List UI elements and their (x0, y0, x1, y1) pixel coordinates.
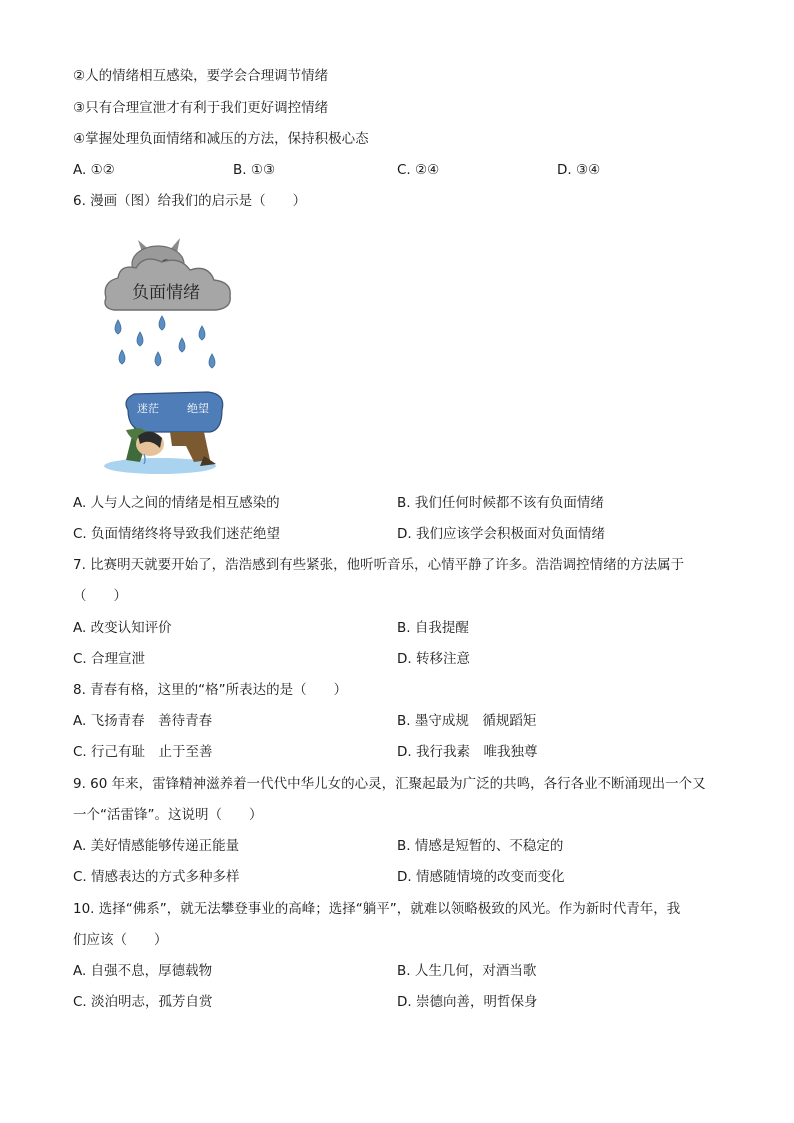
bag-label-1: 迷茫 (137, 402, 159, 415)
q10-stem-line2: 们应该（ ） (73, 932, 168, 948)
q9-option-b[interactable]: B. 情感是短暂的、不稳定的 (397, 838, 564, 854)
q5-statement-4: ④掌握处理负面情绪和减压的方法，保持积极心态 (73, 131, 369, 147)
q10-option-b[interactable]: B. 人生几何，对酒当歌 (397, 963, 537, 979)
q5-statement-3: ③只有合理宣泄才有利于我们更好调控情绪 (73, 100, 329, 116)
q7-option-c[interactable]: C. 合理宣泄 (73, 651, 146, 667)
q8-option-c[interactable]: C. 行己有耻 止于至善 (73, 744, 213, 760)
q5-statement-2: ②人的情绪相互感染，要学会合理调节情绪 (73, 68, 329, 84)
q10-stem-line1: 10. 选择“佛系”，就无法攀登事业的高峰；选择“躺平”，就难以领略极致的风光。作为新时代青年，我 (73, 901, 681, 917)
q10-option-c[interactable]: C. 淡泊明志，孤芳自赏 (73, 994, 213, 1010)
q9-option-d[interactable]: D. 情感随情境的改变而变化 (397, 869, 565, 885)
q6-stem: 6. 漫画（图）给我们的启示是（ ） (73, 193, 307, 209)
cloud-label: 负面情绪 (132, 283, 200, 303)
q10-option-d[interactable]: D. 崇德向善，明哲保身 (397, 994, 538, 1010)
q8-option-d[interactable]: D. 我行我素 唯我独尊 (397, 744, 538, 760)
q7-option-d[interactable]: D. 转移注意 (397, 651, 470, 667)
q7-option-b[interactable]: B. 自我提醒 (397, 620, 469, 636)
q7-stem-line1: 7. 比赛明天就要开始了，浩浩感到有些紧张，他听听音乐，心情平静了许多。浩浩调控情绪的方法属于 (73, 557, 685, 573)
q8-option-a[interactable]: A. 飞扬青春 善待青春 (73, 713, 213, 729)
q7-stem-line2: （ ） (73, 588, 127, 604)
q9-option-c[interactable]: C. 情感表达的方式多种多样 (73, 869, 240, 885)
q8-stem: 8. 青春有格，这里的“格”所表达的是（ ） (73, 682, 348, 698)
q6-option-c[interactable]: C. 负面情绪终将导致我们迷茫绝望 (73, 526, 281, 542)
q6-option-b[interactable]: B. 我们任何时候都不该有负面情绪 (397, 495, 604, 511)
q5-option-c[interactable]: C. ②④ (397, 162, 440, 178)
cartoon-figure (100, 232, 235, 480)
q6-option-d[interactable]: D. 我们应该学会积极面对负面情绪 (397, 526, 605, 542)
raindrops-icon (115, 316, 215, 368)
bag-label-2: 绝望 (187, 402, 209, 415)
q5-option-d[interactable]: D. ③④ (557, 162, 601, 178)
q10-option-a[interactable]: A. 自强不息，厚德载物 (73, 963, 213, 979)
q9-stem-line1: 9. 60 年来，雷锋精神滋养着一代代中华儿女的心灵，汇聚起最为广泛的共鸣，各行各业不断涌现出一个又 (73, 776, 706, 792)
q8-option-b[interactable]: B. 墨守成规 循规蹈矩 (397, 713, 537, 729)
q9-option-a[interactable]: A. 美好情感能够传递正能量 (73, 838, 240, 854)
q5-option-b[interactable]: B. ①③ (233, 162, 276, 178)
q5-option-a[interactable]: A. ①② (73, 162, 115, 178)
q9-stem-line2: 一个“活雷锋”。这说明（ ） (73, 807, 263, 823)
q6-option-a[interactable]: A. 人与人之间的情绪是相互感染的 (73, 495, 280, 511)
q7-option-a[interactable]: A. 改变认知评价 (73, 620, 172, 636)
